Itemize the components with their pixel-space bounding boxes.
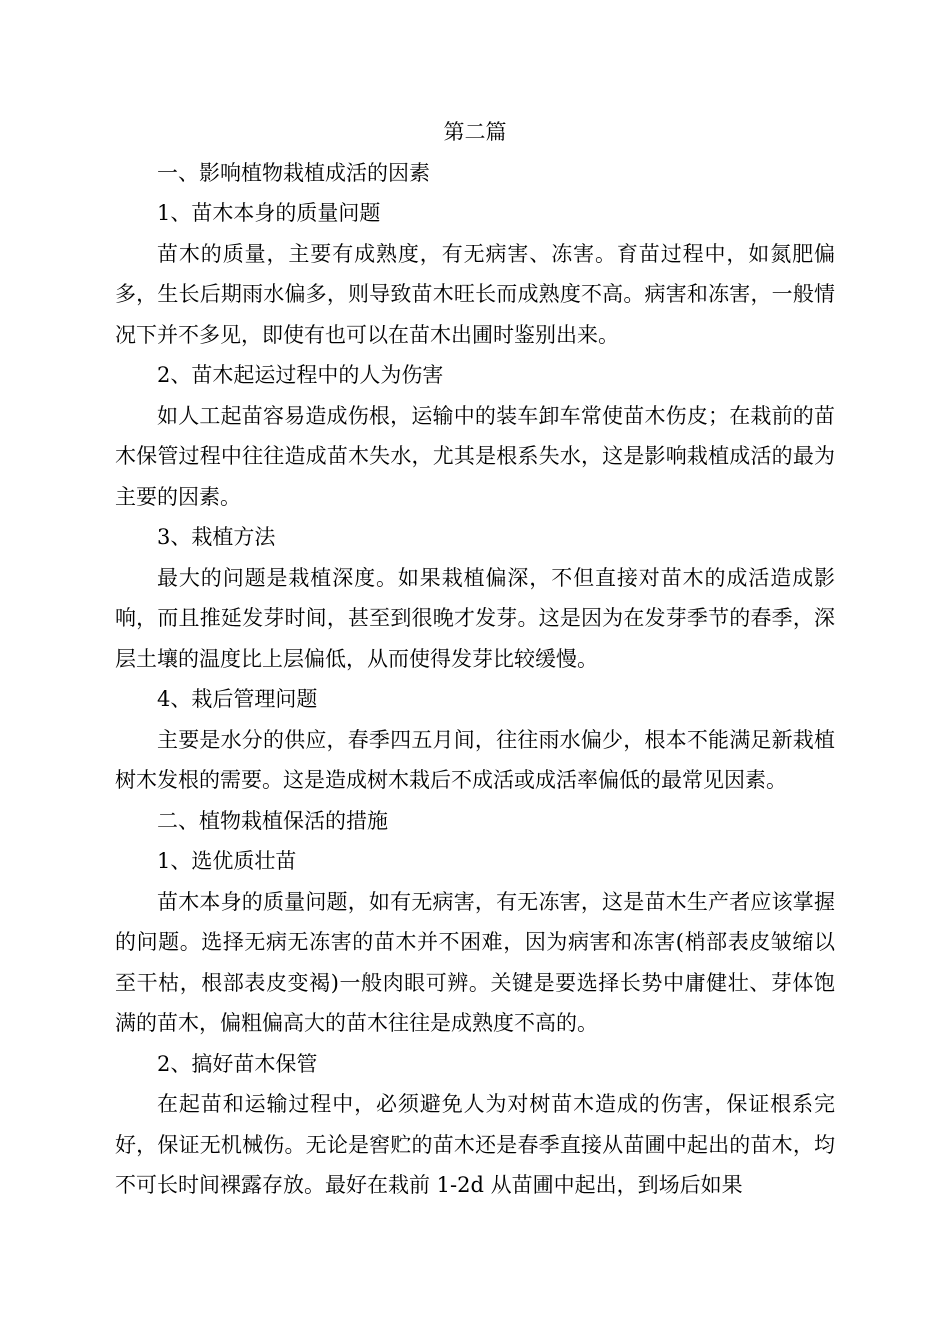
- document-title: 第二篇: [443, 120, 507, 144]
- body-paragraph: 如人工起苗容易造成伤根，运输中的装车卸车常使苗木伤皮；在栽前的苗木保管过程中往往造成苗木失水，尤其是根系失水，这是影响栽植成活的最为主要的因素。: [115, 403, 835, 509]
- subheading-1-3: 3、栽植方法: [157, 525, 276, 549]
- body-paragraph: 苗木的质量，主要有成熟度，有无病害、冻害。育苗过程中，如氮肥偏多，生长后期雨水偏多，则导致苗木旺长而成熟度不高。病害和冻害，一般情况下并不多见，即使有也可以在苗木出圃时鉴别出来。: [115, 241, 835, 347]
- subheading-2-2: 2、搞好苗木保管: [157, 1051, 318, 1076]
- subheading-1-4: 4、栽后管理问题: [157, 687, 318, 711]
- body-paragraph: 在起苗和运输过程中，必须避免人为对树苗木造成的伤害，保证根系完好，保证无机械伤。无论是窖贮的苗木还是春季直接从苗圃中起出的苗木，均不可长时间裸露存放。最好在栽前 1-2d 从苗圃中起出，到场后如果: [115, 1092, 835, 1197]
- body-paragraph: 最大的问题是栽植深度。如果栽植偏深，不但直接对苗木的成活造成影响，而且推延发芽时间，甚至到很晚才发芽。这是因为在发芽季节的春季，深层土壤的温度比上层偏低，从而使得发芽比较缓慢。: [115, 565, 835, 671]
- document-page: [115, 112, 835, 1206]
- body-paragraph: 主要是水分的供应，春季四五月间，往往雨水偏少，根本不能满足新栽植树木发根的需要。这是造成树木栽后不成活或成活率偏低的最常见因素。: [115, 727, 835, 792]
- subheading-1-1: 1、苗木本身的质量问题: [157, 201, 381, 225]
- body-paragraph: 苗木本身的质量问题，如有无病害，有无冻害，这是苗木生产者应该掌握的问题。选择无病无冻害的苗木并不困难，因为病害和冻害(梢部表皮皱缩以至干枯，根部表皮变褐)一般肉眼可辨。关键是要选择长势中庸健壮、芽体饱满的苗木，偏粗偏高大的苗木往往是成熟度不高的。: [115, 889, 835, 1035]
- heading-section-2: 二、植物栽植保活的措施: [157, 808, 388, 833]
- subheading-1-2: 2、苗木起运过程中的人为伤害: [157, 363, 444, 387]
- heading-section-1: 一、影响植物栽植成活的因素: [157, 160, 430, 185]
- subheading-2-1: 1、选优质壮苗: [157, 849, 297, 873]
